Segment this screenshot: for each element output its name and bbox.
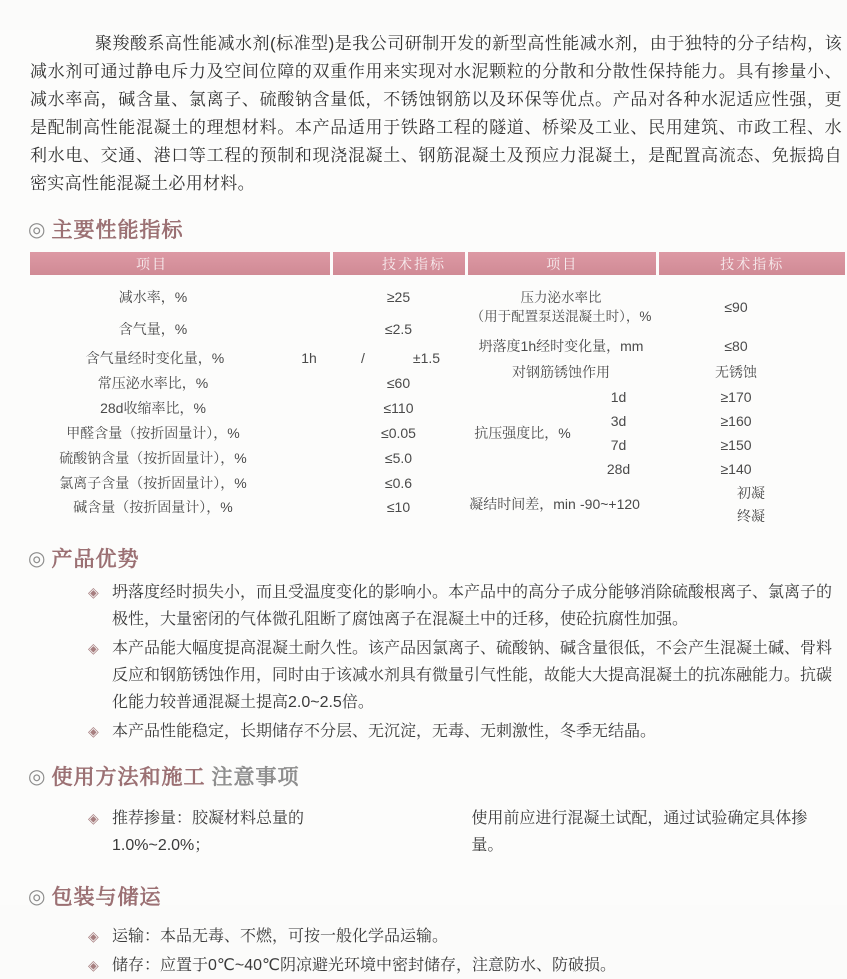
item-cell: 减水率，% [118,289,188,305]
spec-cell: ≥140 [720,461,752,477]
document-page [0,30,847,974]
table-row [30,345,465,370]
initial-set-cell: 初凝 [737,484,765,501]
spec-cell: -90~+120 [580,496,640,512]
usage-list [88,805,832,859]
intro-paragraph: 聚羧酸系高性能减水剂(标准型)是我公司研制开发的新型高性能减水剂，由于独特的分子结构，该减水剂可通过静电斥力及空间位障的双重作用来实现对水泥颗粒的分散和分散性保持能力。具有掺量小、减水率高，碱含量、氯离子、硫酸钠含量低，不锈蚀钢筋以及环保等优点。产品对各种水泥适应性强，更是配制高性能混凝土的理想材料。本产品适用于铁路工程的隧道、桥梁及工业、民用建筑、市政工程、水利水电、交通、港口等工程的预制和现浇混凝土、钢筋混凝土及预应力混凝土，是配置高流态、免振捣自密实高性能混凝土必用材料。 [30,34,842,193]
section-marker-icon: ◎ [28,885,46,908]
item-line2: （用于配置泵送混凝土时），% [470,309,652,324]
spec-cell: ±1.5 [412,349,441,366]
table-row [30,313,465,345]
section-marker-icon: ◎ [28,547,46,570]
spec-cell: ≥150 [720,437,752,453]
item-cell: 28d收缩率比，% [100,399,206,416]
usage-note-text: 使用前应进行混凝土试配，通过试验确定具体掺量。 [471,810,808,854]
table-row [465,281,845,333]
table-row [30,445,465,470]
performance-table-left [30,252,465,527]
advantage-bullet [88,635,832,716]
item-cell: 氯离子含量（按折固量计），% [59,474,247,491]
section-marker-icon: ◎ [28,218,46,241]
section-heading-advantages [28,543,847,573]
bullet-text: 本产品性能稳定，长期储存不分层、无沉淀，无毒、无刺激性，冬季无结晶。 [112,723,657,740]
table-body [465,275,845,527]
spec-cell: ≥170 [720,389,752,405]
diamond-bullet-icon: ◈ [88,640,99,656]
section-heading-usage [28,761,847,791]
advantages-list [88,579,832,745]
storage-text: 储存：应置于0℃~40℃阴凉避光环境中密封储存，注意防水、防破损。 [112,957,616,974]
column-header-item: 项目 [30,252,330,275]
final-set-cell: 终凝 [737,507,765,524]
spec-cell: ≤2.5 [384,321,413,337]
transport-text: 运输：本品无毒、不燃，可按一般化学品运输。 [112,928,449,945]
age-cell: 28d [606,461,631,477]
age-cell: 3d [610,413,627,429]
spec-cell: 无锈蚀 [715,364,757,380]
bullet-text: 本产品能大幅度提高混凝土耐久性。该产品因氯离子、硫酸钠、碱含量很低，不会产生混凝土碱、骨料反应和钢筋锈蚀作用，同时由于该减水剂具有微量引气性能，故能大大提高混凝土的抗冻融能力。抗碳化能力较普通混凝土提高2.0~2.5倍。 [112,640,833,711]
item-cell: 含气量经时变化量，% [85,349,225,366]
column-header-spec: 技术指标 [659,252,845,275]
diamond-bullet-icon: ◈ [88,810,99,826]
item-cell [465,288,657,326]
item-cell: 对钢筋锈蚀作用 [512,364,610,380]
table-row [30,370,465,395]
advantage-bullet [88,579,832,633]
bullet-text: 坍落度经时损失小，而且受温度变化的影响小。本产品中的高分子成分能够消除硫酸根离子、氯离子的极性，大量密闭的气体微孔阻断了腐蚀离子在混凝土中的迁移，使砼抗腐性加强。 [112,584,833,628]
column-header-item: 项目 [468,252,656,275]
spec-cell: ≤110 [383,399,414,416]
table-row [30,495,465,519]
table-row [30,281,465,313]
age-cell: 7d [610,437,627,453]
usage-bullet [88,805,832,859]
table-header-row [465,252,845,275]
item-cell: 碱含量（按折固量计），% [73,499,233,515]
diamond-bullet-icon: ◈ [88,584,99,600]
table-row [30,420,465,445]
table-row [465,333,845,359]
packaging-bullet [88,923,832,950]
compressive-strength-group [465,385,845,481]
packaging-bullet [88,952,832,979]
dosage-text: 推荐掺量：胶凝材料总量的1.0%~2.0%； [112,810,305,854]
column-header-spec: 技术指标 [333,252,465,275]
slash-cell: / [361,349,365,366]
item-cell: 硫酸钠含量（按折固量计），% [59,449,247,466]
table-row [30,470,465,495]
item-line1: 压力泌水率比 [520,290,602,305]
item-cell: 常压泌水率比，% [97,374,209,391]
advantage-bullet [88,718,832,745]
section-title-performance: 主要性能指标 [51,219,184,242]
diamond-bullet-icon: ◈ [88,928,99,944]
spec-cell: ≤5.0 [384,449,413,466]
spec-cell: ≥160 [720,413,752,429]
time-cell: 1h [301,349,317,366]
item-cell: 含气量，% [118,321,188,337]
diamond-bullet-icon: ◈ [88,723,99,739]
item-cell: 甲醛含量（按折固量计），% [66,424,240,441]
group-label: 凝结时间差，min [469,496,576,512]
spec-cell: ≤0.05 [381,424,416,441]
diamond-bullet-icon: ◈ [88,957,99,973]
section-title-usage: 使用方法和施工 [51,766,206,789]
performance-table-right [465,252,845,527]
spec-cell: ≤90 [724,299,748,315]
table-row [30,395,465,420]
group-label: 抗压强度比，% [474,425,571,441]
setting-time-group [465,481,845,527]
spec-cell: ≤0.6 [384,474,413,491]
table-body [30,275,465,519]
section-title-packaging: 包装与储运 [51,886,162,909]
section-heading-performance [28,214,847,244]
section-marker-icon: ◎ [28,765,46,788]
performance-indicators-table [30,252,845,527]
table-row [465,359,845,385]
spec-cell: ≤60 [386,374,411,391]
item-cell: 坍落度1h经时变化量，mm [478,338,644,354]
spec-cell: ≤10 [386,499,411,515]
packaging-list [88,923,832,979]
spec-cell: ≤80 [724,338,748,354]
section-title-advantages: 产品优势 [51,548,140,571]
spec-cell: ≥25 [386,289,411,305]
section-title-usage-light: 注意事项 [211,766,300,789]
table-header-row [30,252,465,275]
section-heading-packaging [28,881,847,911]
age-cell: 1d [610,389,627,405]
